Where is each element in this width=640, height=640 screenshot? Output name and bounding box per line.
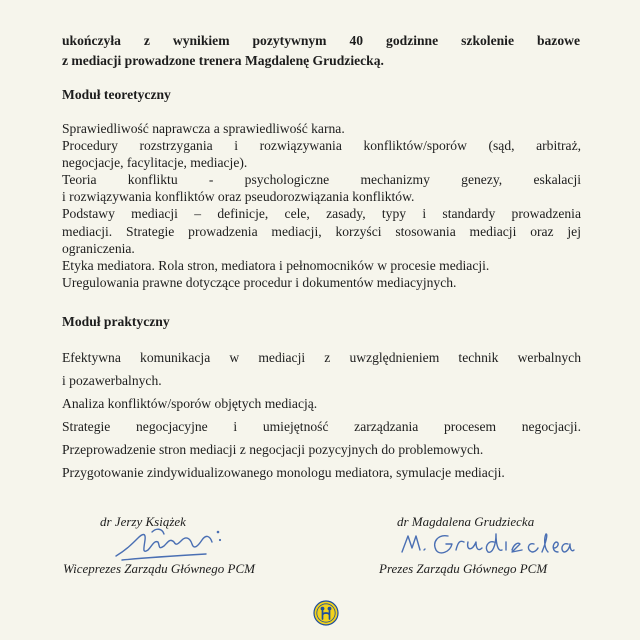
- practice-line: i pozawerbalnych.: [62, 373, 162, 388]
- theory-line: Sprawiedliwość naprawcza a sprawiedliwość karna.: [62, 121, 345, 136]
- practice-line: Strategie negocjacyjne i umiejętność zarządzania procesem negocjacji.: [62, 419, 581, 434]
- practice-topics: [62, 346, 581, 484]
- theory-module-heading: Moduł teoretyczny: [62, 87, 171, 102]
- theory-line: Procedury rozstrzygania i rozwiązywania konfliktów/sporów (sąd, arbitraż,: [62, 138, 581, 154]
- practice-line: Przeprowadzenie stron mediacji z negocjacji pozycyjnych do problemowych.: [62, 442, 484, 457]
- left-handwritten-signature: [112, 520, 224, 562]
- completion-statement: [62, 31, 580, 71]
- theory-line: Uregulowania prawne dotyczące procedur i dokumentów mediacyjnych.: [62, 274, 457, 290]
- right-signatory-role: Prezes Zarządu Głównego PCM: [379, 561, 548, 576]
- right-handwritten-signature: [398, 528, 576, 560]
- practice-module-heading: Moduł praktyczny: [62, 314, 170, 329]
- theory-line: Etyka mediatora. Rola stron, mediatora i pełnomocników w procesie mediacji.: [62, 257, 490, 273]
- organization-logo-icon: [313, 600, 339, 626]
- left-signatory-role: Wiceprezes Zarządu Głównego PCM: [63, 561, 255, 576]
- theory-line: negocjacje, facylitacje, mediacje).: [62, 155, 248, 171]
- left-signatory-name: dr Jerzy Książek: [100, 514, 186, 529]
- practice-line: Przygotowanie zindywidualizowanego monologu mediatora, symulacje mediacji.: [62, 465, 505, 480]
- theory-topics: [62, 120, 581, 291]
- completion-line-2: z mediacji prowadzone trenera Magdalenę Grudziecką.: [62, 53, 384, 68]
- practice-line: Analiza konfliktów/sporów objętych mediacją.: [62, 396, 318, 411]
- practice-line: Efektywna komunikacja w mediacji z uwzględnieniem technik werbalnych: [62, 350, 581, 365]
- theory-line: ograniczenia.: [62, 240, 135, 256]
- theory-line: Podstawy mediacji – definicje, cele, zasady, typy i standardy prowadzenia: [62, 206, 581, 222]
- completion-line-1: ukończyła z wynikiem pozytywnym 40 godzinne szkolenie bazowe: [62, 33, 580, 48]
- theory-line: i rozwiązywania konfliktów oraz pseudorozwiązania konfliktów.: [62, 189, 415, 205]
- theory-line: mediacji. Strategie prowadzenia mediacji, korzyści stosowania mediacji oraz jej: [62, 223, 581, 239]
- theory-line: Teoria konfliktu - psychologiczne mechanizmy genezy, eskalacji: [62, 172, 581, 188]
- right-signatory-name: dr Magdalena Grudziecka: [397, 514, 535, 529]
